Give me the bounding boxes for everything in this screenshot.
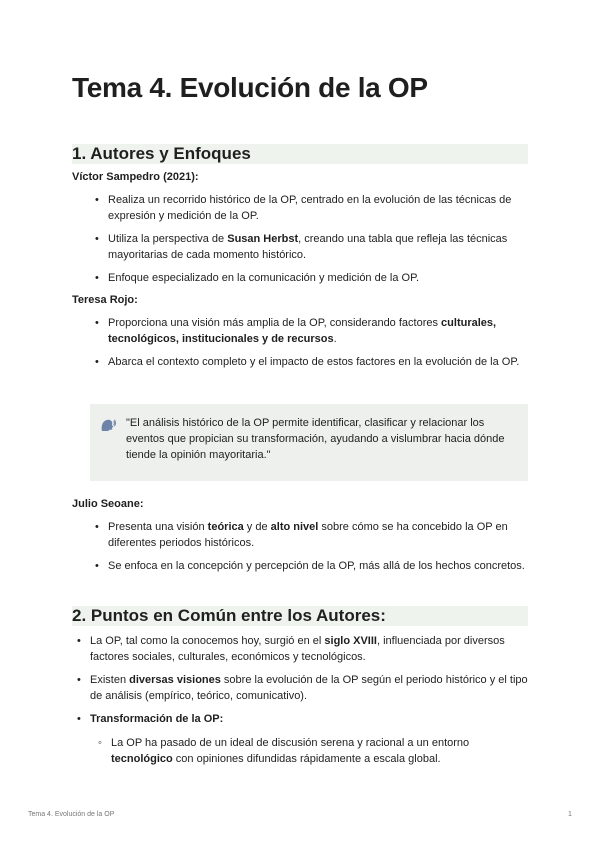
list-item-text: . [333,333,337,345]
list-item-text: y de [243,521,271,533]
author-name-seoane: Julio Seoane: [72,498,144,510]
bold-term: Susan Herbst [227,233,299,245]
list-item [77,633,528,665]
hollow-bullet-icon: ◦ [98,737,102,749]
bold-term: tecnológico [111,753,173,765]
bullet-icon: • [95,233,99,245]
list-item [95,354,528,370]
list-item [95,270,528,286]
author-name-sampedro: Víctor Sampedro (2021): [72,171,199,183]
footer-document-title: Tema 4. Evolución de la OP [28,811,115,818]
bullet-icon: • [95,272,99,284]
common-points-list [77,633,528,734]
list-item [95,192,528,224]
list-item-text: , influenciada por diversos factores sociales, culturales, económicos y tecnológicos. [90,635,505,663]
list-item [77,711,528,727]
bold-term: culturales, tecnológicos, institucionales y de recursos [108,317,497,345]
list-item-text: Presenta una visión [108,521,208,533]
rojo-list [95,315,528,377]
bold-term: Transformación de la OP: [90,713,224,725]
bullet-icon: • [77,674,81,686]
list-item-text: Proporciona una visión más amplia de la OP, considerando factores [108,317,442,329]
bold-term: teórica [207,521,244,533]
list-item-text: La OP ha pasado de un ideal de discusión serena y racional a un entorno [111,737,470,749]
seoane-list [95,519,528,581]
bullet-icon: • [95,560,99,572]
list-item-text: Se enfoca en la concepción y percepción de la OP, más allá de los hechos concretos. [108,560,525,572]
list-item-text: sobre la evolución de la OP según el periodo histórico y el tipo de análisis (empírico, teórico, comunicativo). [90,674,528,702]
bold-term: alto nivel [270,521,319,533]
list-item-text: Realiza un recorrido histórico de la OP, centrado en la evolución de las técnicas de expresión y medición de la OP. [108,194,512,222]
sampedro-list [95,192,528,293]
bold-term: diversas visiones [129,674,221,686]
list-item [77,672,528,704]
section-heading-autores: 1. Autores y Enfoques [72,144,528,164]
speaking-head-icon [100,417,116,433]
bullet-icon: • [95,317,99,329]
list-item-text: , creando una tabla que refleja las técnicas mayoritarias de cada momento histórico. [108,233,508,261]
list-item-text: La OP, tal como la conocemos hoy, surgió en el [90,635,325,647]
author-name-rojo: Teresa Rojo: [72,294,138,306]
section-heading-puntos-comun: 2. Puntos en Común entre los Autores: [72,606,528,626]
list-item [95,231,528,263]
callout-quote: "El análisis histórico de la OP permite identificar, clasificar y relacionar los eventos que propician su transformación, ayudando a vislumbrar hacia dónde tiende la opinión mayoritaria." [126,417,505,461]
bold-term: siglo XVIII [324,635,377,647]
transformation-sublist [98,735,528,774]
list-item [95,315,528,347]
list-item-text: Enfoque especializado en la comunicación y medición de la OP. [108,272,420,284]
bullet-icon: • [95,521,99,533]
list-item-text: Abarca el contexto completo y el impacto de estos factores en la evolución de la OP. [108,356,520,368]
list-item-text: sobre cómo se ha concebido la OP en diferentes periodos históricos. [108,521,508,549]
list-item-text: Existen [90,674,130,686]
list-item-text: Utiliza la perspectiva de [108,233,228,245]
page-title: Tema 4. Evolución de la OP [72,72,428,103]
bullet-icon: • [95,356,99,368]
list-item [95,558,528,574]
bullet-icon: • [95,194,99,206]
bullet-icon: • [77,635,81,647]
quote-callout [90,404,528,481]
bullet-icon: • [77,713,81,725]
list-item [95,519,528,551]
footer-page-number: 1 [568,811,572,818]
list-item [98,735,528,767]
list-item-text: con opiniones difundidas rápidamente a escala global. [172,753,441,765]
